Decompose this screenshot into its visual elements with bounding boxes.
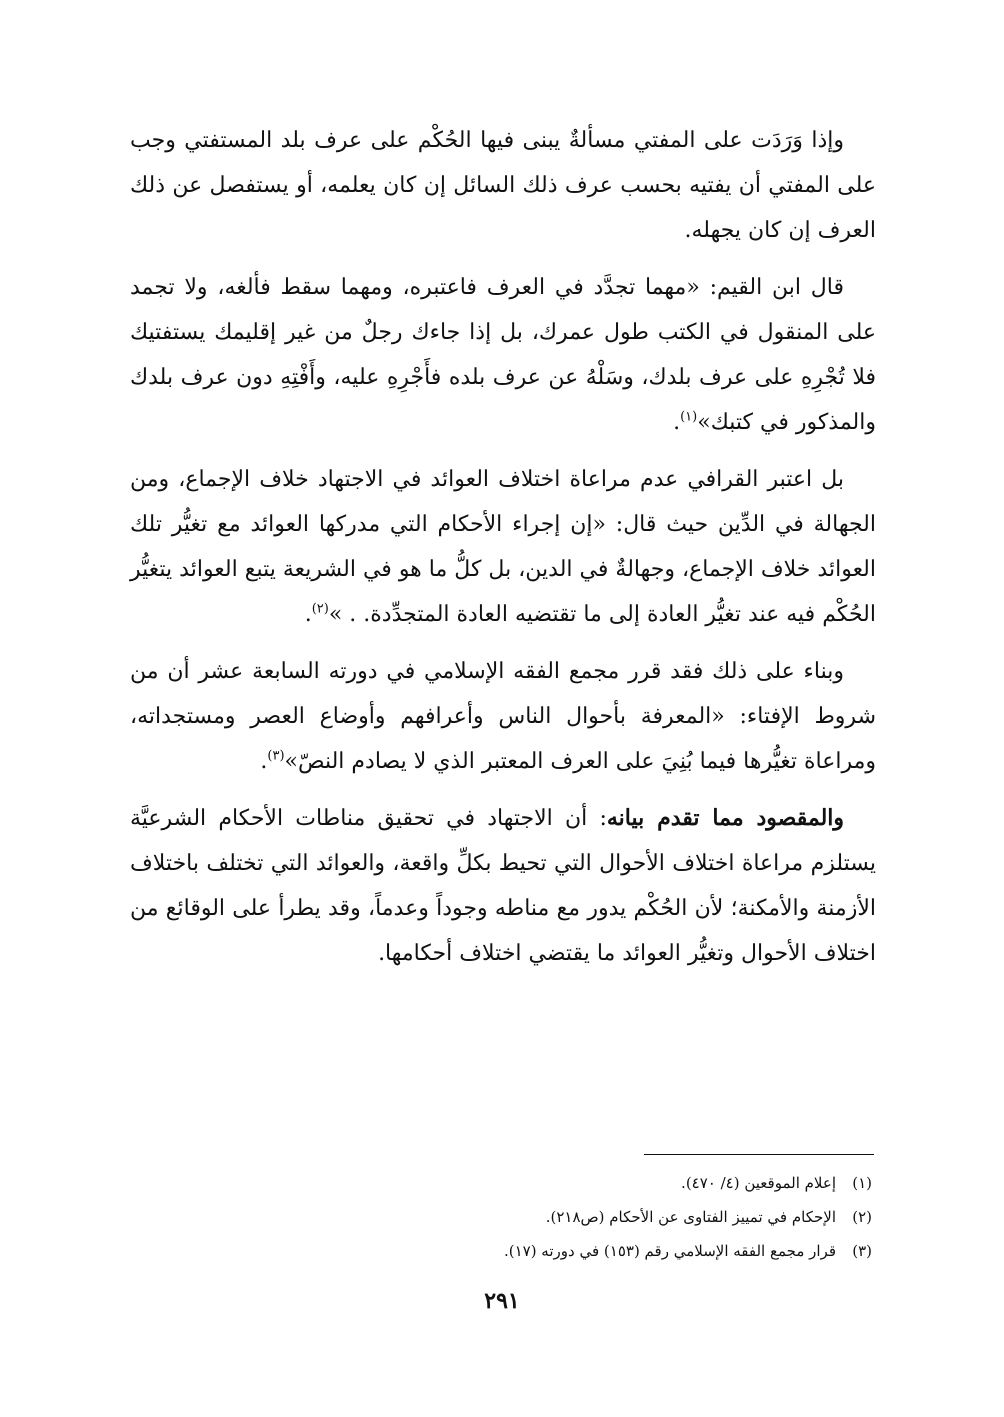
paragraph-4-end: .	[260, 749, 268, 774]
footnote-3	[132, 1234, 872, 1268]
footnotes	[132, 1166, 872, 1268]
paragraph-3-end: .	[304, 602, 312, 627]
paragraph-4	[130, 649, 876, 784]
paragraph-2-end: .	[673, 410, 681, 435]
paragraph-2-text: قال ابن القيم: «مهما تجدَّد في العرف فاعتبره، ومهما سقط فألغه، ولا تجمد على المنقول في الكتب طول عمرك، بل إذا جاءك رجلٌ من غير إقليمك يستفتيك فلا تُجْرِهِ على عرف بلدك، وسَلْهُ عن عرف بلده فأَجْرِهِ عليه، وأَفْتِهِ دون عرف بلدك والمذكور في كتبك»	[130, 275, 876, 435]
footnote-1	[132, 1166, 872, 1200]
footnote-divider	[644, 1154, 874, 1155]
paragraph-5-text: : أن الاجتهاد في تحقيق مناطات الأحكام الشرعيَّة يستلزم مراعاة اختلاف الأحوال التي تحيط بكلِّ واقعة، والعوائد التي تختلف باختلاف الأزمنة والأمكنة؛ لأن الحُكْم يدور مع مناطه وجوداً وعدماً، وقد يطرأ على الوقائع من اختلاف الأحوال وتغيُّر العوائد ما يقتضي اختلاف أحكامها.	[130, 806, 876, 966]
footnote-1-text: إعلام الموقعين (٤/ ٤٧٠).	[681, 1174, 836, 1192]
paragraph-5	[130, 796, 876, 976]
footnote-ref-2: (٢)	[311, 601, 329, 617]
paragraph-5-lead: والمقصود مما تقدم بيانه	[606, 805, 845, 831]
footnote-3-text: قرار مجمع الفقه الإسلامي رقم (١٥٣) في دورته (١٧).	[503, 1242, 836, 1260]
footnote-ref-3: (٣)	[267, 748, 285, 764]
paragraph-1	[130, 118, 876, 253]
paragraph-3-text: بل اعتبر القرافي عدم مراعاة اختلاف العوائد في الاجتهاد خلاف الإجماع، ومن الجهالة في الدِّين حيث قال: «إن إجراء الأحكام التي مدركها العوائد مع تغيُّر تلك العوائد خلاف الإجماع، وجهالةٌ في الدين، بل كلُّ ما هو في الشريعة يتبع العوائد يتغيُّر الحُكْم فيه عند تغيُّر العادة إلى ما تقتضيه العادة المتجدِّدة. . »	[130, 467, 876, 627]
paragraph-1-text: وإذا وَرَدَت على المفتي مسألةٌ يبنى فيها الحُكْم على عرف بلد المستفتي وجب على المفتي أن يفتيه بحسب عرف ذلك السائل إن كان يعلمه، أو يستفصل عن ذلك العرف إن كان يجهله.	[130, 128, 876, 243]
footnote-ref-1: (١)	[680, 409, 698, 425]
paragraph-2	[130, 265, 876, 445]
footnote-1-number: (١)	[852, 1174, 872, 1192]
paragraph-4-text: وبناء على ذلك فقد قرر مجمع الفقه الإسلامي في دورته السابعة عشر أن من شروط الإفتاء: «المعرفة بأحوال الناس وأعرافهم وأوضاع العصر ومستجداته، ومراعاة تغيُّرها فيما بُنِيَ على العرف المعتبر الذي لا يصادم النصّ»	[130, 659, 876, 774]
paragraph-3	[130, 457, 876, 637]
page-number: ٢٩١	[484, 1288, 520, 1314]
footnote-2-number: (٢)	[852, 1208, 872, 1226]
footnote-3-number: (٣)	[852, 1242, 872, 1260]
main-text	[130, 118, 876, 988]
footnote-2-text: الإحكام في تمييز الفتاوى عن الأحكام (ص٢١٨).	[545, 1208, 836, 1226]
footnote-2	[132, 1200, 872, 1234]
